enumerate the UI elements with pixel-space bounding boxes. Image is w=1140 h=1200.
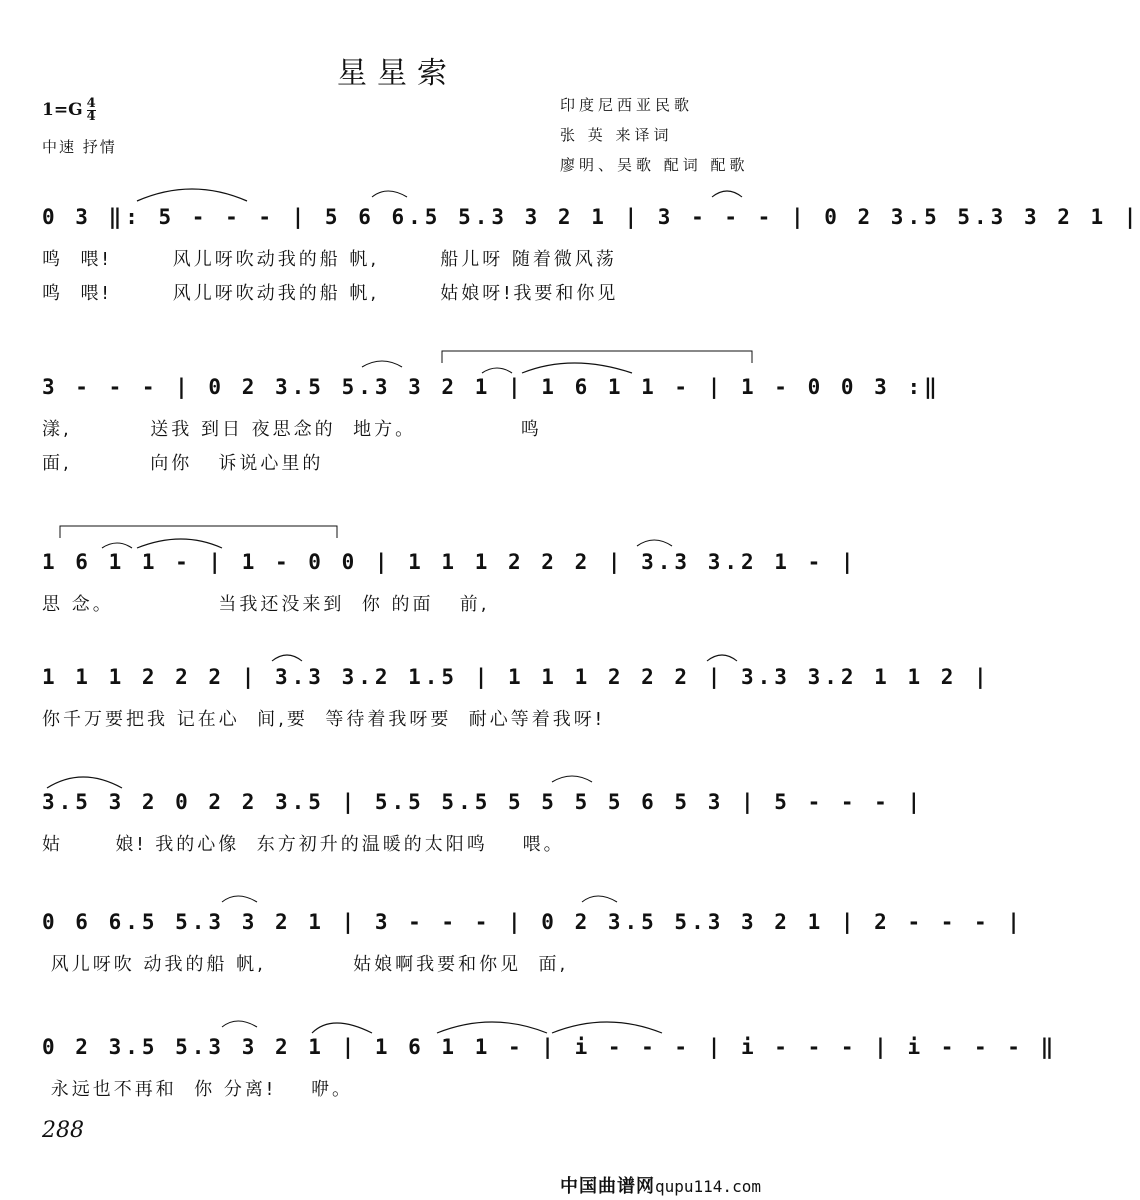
key: 1=G: [42, 100, 83, 120]
slur-marks: [42, 884, 752, 914]
slur-marks: [42, 524, 752, 554]
time-signature: [87, 98, 96, 123]
slur-marks: [42, 179, 752, 209]
score-system-6: [0, 900, 1024, 1010]
lyrics-verse-1: 你千万要把我 记在心 间,要 等待着我呀要 耐心等着我呀!: [42, 709, 605, 730]
lyrics-verse-1: 鸣 喂! 风儿呀吹动我的船 帆, 船儿呀 随着微风荡: [42, 249, 617, 270]
time-bottom: 4: [86, 109, 96, 124]
notation-text: 1 6 1 1 - | 1 - 0 0 | 1 1 1 2 2 2 | 3.3 3.2 1 - |: [42, 550, 858, 574]
notation-text: 0 3 ‖: 5 - - - | 5 6 6.5 5.3 3 2 1 | 3 - - - | 0 2 3.5 5.3 3 2 1 |: [42, 205, 1140, 229]
credit-origin: 印度尼西亚民歌: [560, 96, 694, 114]
notation-text: 1 1 1 2 2 2 | 3.3 3.2 1.5 | 1 1 1 2 2 2 | 3.3 3.2 1 1 2 |: [42, 665, 991, 689]
site-watermark: [560, 1172, 761, 1198]
score-system-7: [0, 1025, 1058, 1135]
notation-line: [42, 1035, 1058, 1071]
notation-line: [42, 550, 858, 586]
score-system-4: [0, 655, 991, 765]
site-brand: 中国曲谱网: [560, 1176, 655, 1197]
credits: [560, 90, 780, 180]
score-system-5: [0, 780, 925, 890]
notation-text: 3 - - - | 0 2 3.5 5.3 3 2 1 | 1 6 1 1 - | 1 - 0 0 3 :‖: [42, 375, 941, 399]
lyrics-verse-2: 鸣 喂! 风儿呀吹动我的船 帆, 姑娘呀!我要和你见: [42, 283, 619, 304]
notation-line: [42, 665, 991, 701]
lyrics-verse-1: 思 念。 当我还没来到 你 的面 前,: [42, 594, 490, 615]
slur-marks: [42, 639, 752, 669]
site-url: qupu114.com: [655, 1177, 761, 1196]
notation-line: [42, 790, 925, 826]
time-top: 4: [86, 96, 96, 111]
slur-marks: [42, 349, 752, 379]
score-system-3: [0, 540, 858, 650]
notation-text: 0 2 3.5 5.3 3 2 1 | 1 6 1 1 - | i - - - | i - - - | i - - - ‖: [42, 1035, 1058, 1059]
page-number: 288: [42, 1118, 84, 1143]
song-title: 星星索: [337, 56, 457, 91]
key-signature: [42, 98, 96, 123]
tempo-marking: 中速 抒情: [42, 138, 117, 156]
notation-text: 0 6 6.5 5.3 3 2 1 | 3 - - - | 0 2 3.5 5.3 3 2 1 | 2 - - - |: [42, 910, 1024, 934]
notation-line: [42, 910, 1024, 946]
credit-translator: 张 英 来译词: [560, 126, 673, 144]
notation-line: [42, 205, 1140, 241]
lyrics-verse-1: 永远也不再和 你 分离! 咿。: [42, 1079, 353, 1100]
score-system-1: [0, 195, 1140, 305]
slur-marks: [42, 764, 752, 794]
score-system-2: [0, 365, 941, 475]
lyrics-verse-2: 面, 向你 诉说心里的: [42, 453, 324, 474]
notation-text: 3.5 3 2 0 2 2 3.5 | 5.5 5.5 5 5 5 5 6 5 3 | 5 - - - |: [42, 790, 925, 814]
lyrics-verse-1: 漾, 送我 到日 夜思念的 地方。 鸣: [42, 419, 542, 440]
notation-line: [42, 375, 941, 411]
slur-marks: [42, 1009, 752, 1039]
lyrics-verse-1: 姑 娘! 我的心像 东方初升的温暖的太阳鸣 喂。: [42, 834, 565, 855]
credit-arranger: 廖明、吴歌 配词 配歌: [560, 156, 749, 174]
lyrics-verse-1: 风儿呀吹 动我的船 帆, 姑娘啊我要和你见 面,: [42, 954, 569, 975]
